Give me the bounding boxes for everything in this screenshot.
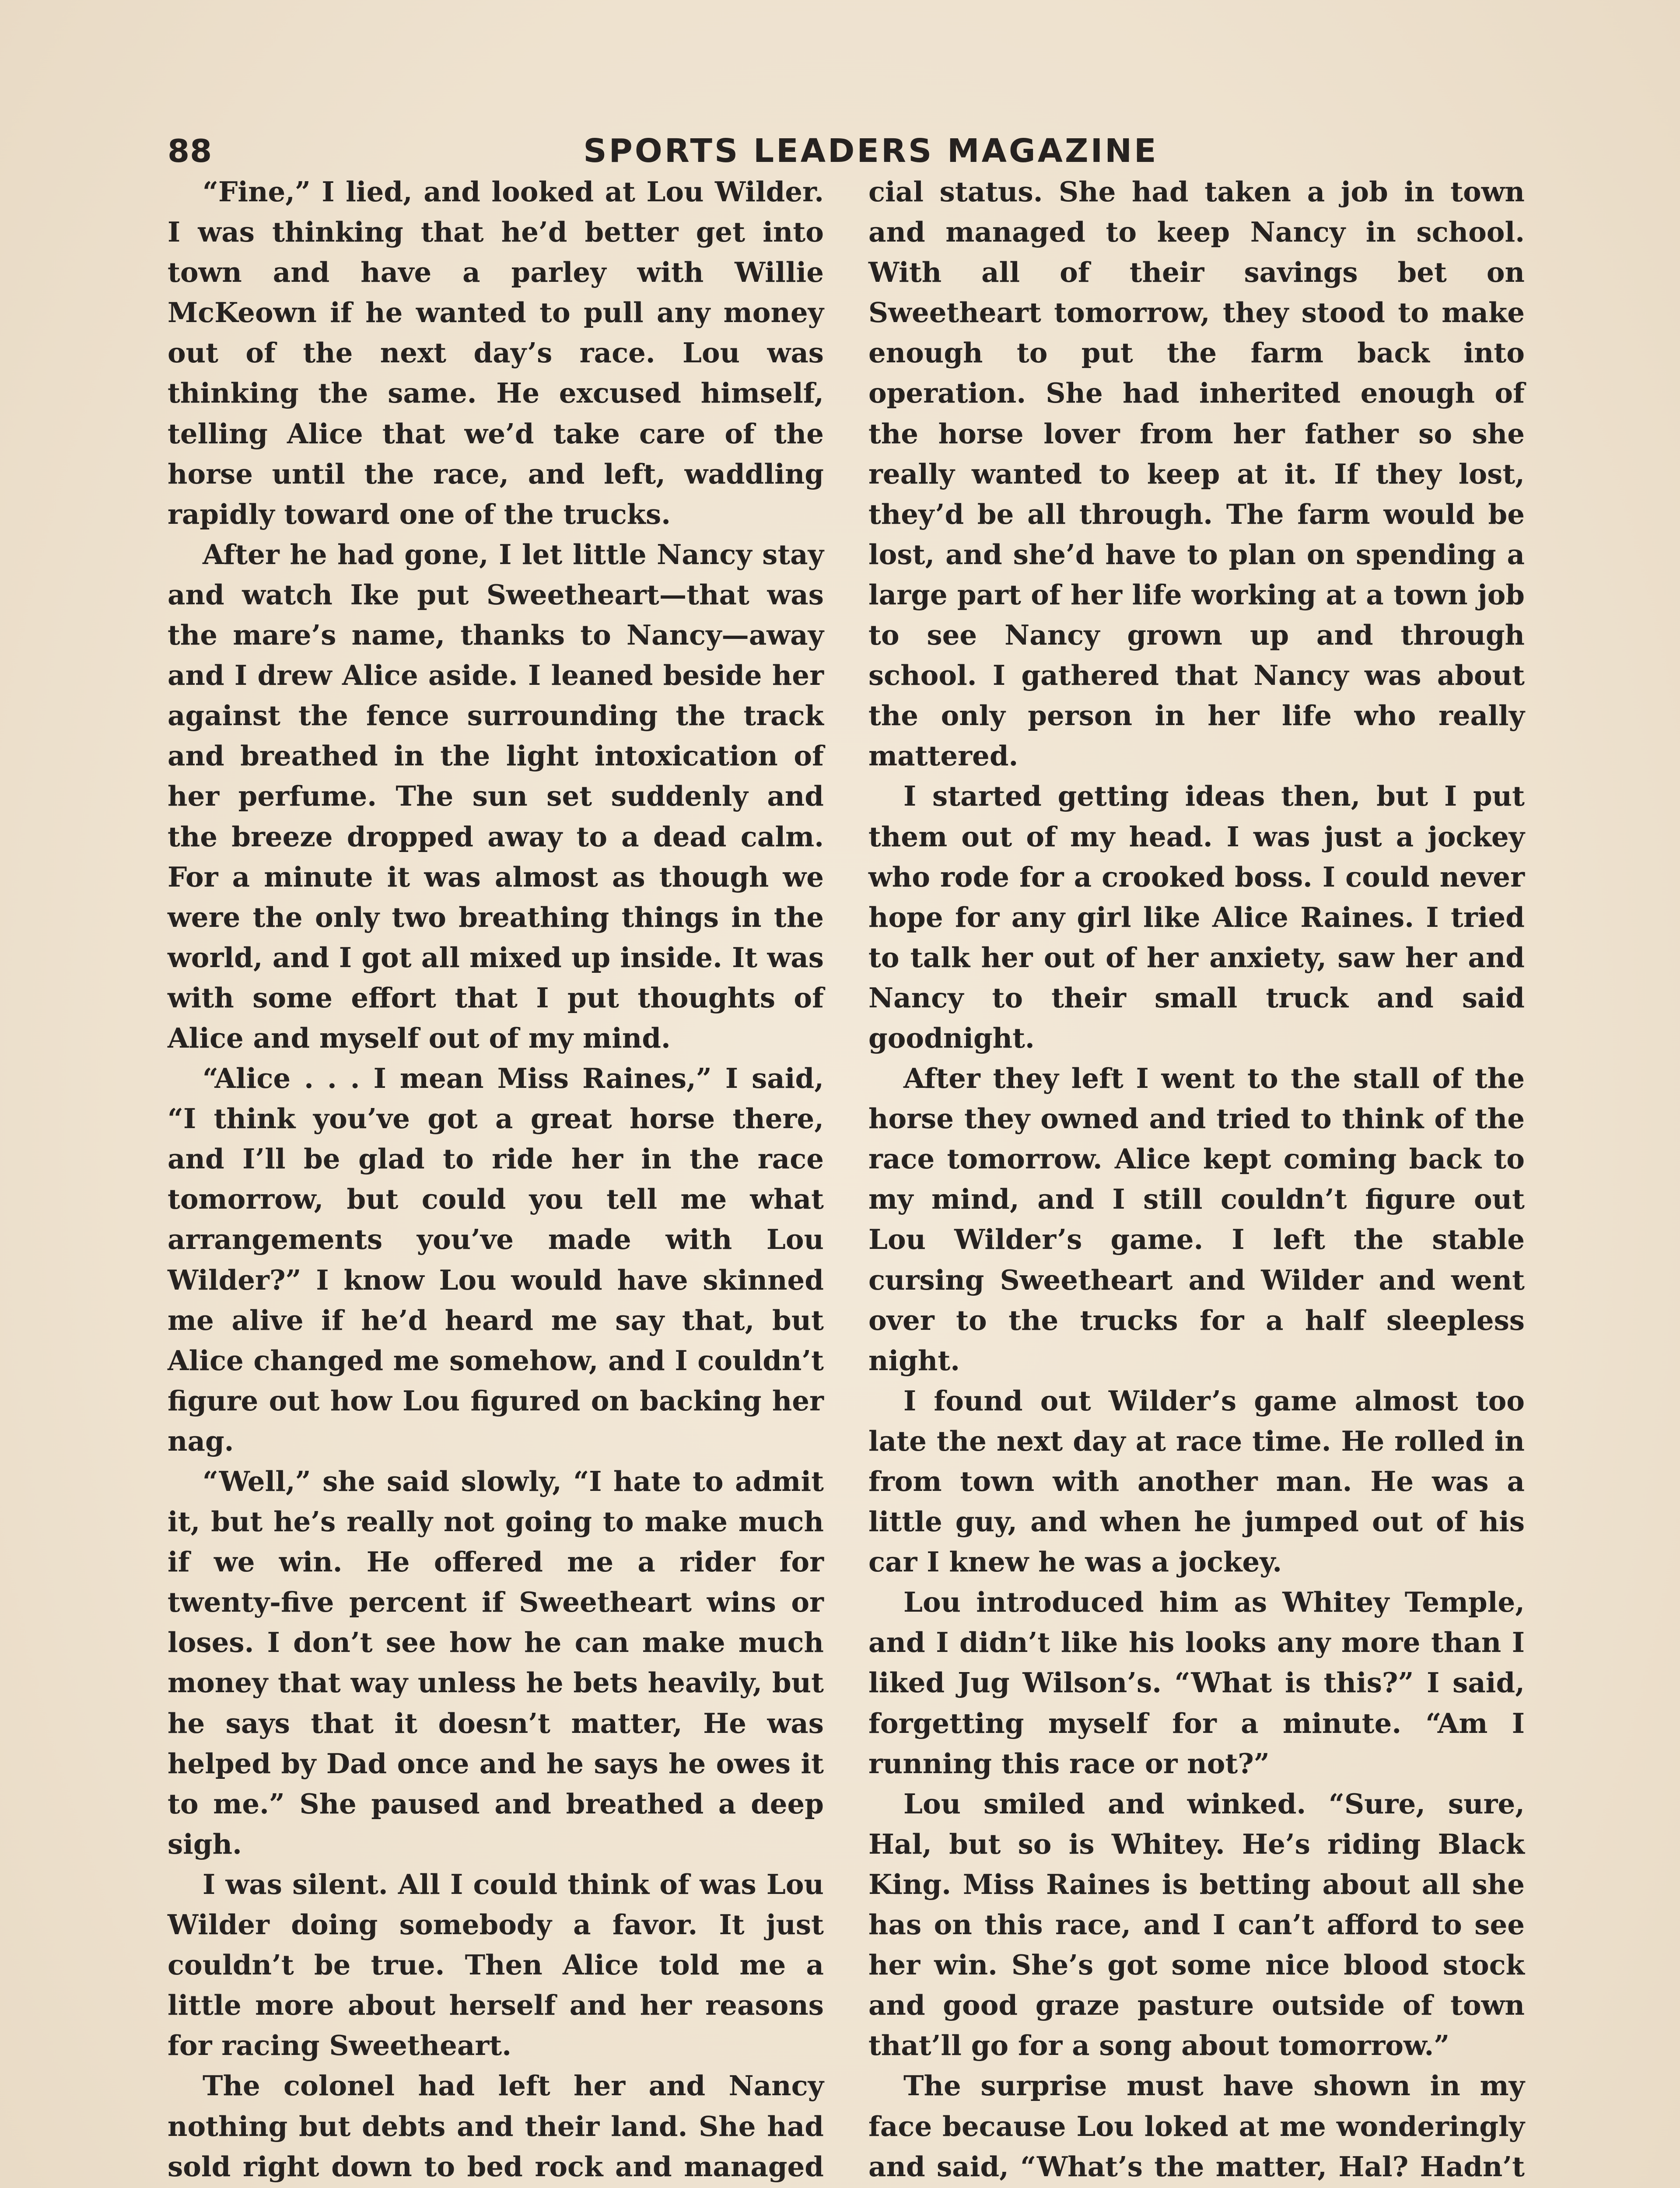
paragraph: The colonel had left her and Nancy nothing but debts and their land. She had sold right down to bed rock and managed — [168, 2069, 824, 2183]
paragraph: “Alice . . . I mean Miss Raines,” I said, “I think you’ve got a great horse there, and I’ll be glad to ride her in the race tomorrow, but could you tell me what arrangements you’ve made with Lou Wilder?” I know Lou would have skinned me alive if he’d heard me say that, but Alice changed me somehow, and I couldn’t figure out how Lou figured on backing her nag. — [168, 1062, 824, 1457]
paragraph: I found out Wilder’s game almost too late the next day at race time. He rolled in from town with another man. He was a little guy, and when he jumped out of his car I knew he was a jockey. — [868, 1384, 1525, 1578]
paragraph: I was silent. All I could think of was Lou Wilder doing somebody a favor. It just couldn’t be true. Then Alice told me a little more about herself and her reasons for racing Sweetheart. — [168, 1868, 824, 2062]
paragraph: After he had gone, I let little Nancy stay and watch Ike put Sweetheart—that was the mare’s name, thanks to Nancy—away and I drew Alice aside. I leaned beside her against the fence surrounding the track and breathed in the light intoxication of her perfume. The sun set suddenly and the breeze dropped away to a dead calm. For a minute it was almost as though we were the only two breathing things in the world, and I got all mixed up inside. It was with some effort that I put thoughts of Alice and myself out of my mind. — [168, 538, 824, 1054]
left-text-column — [168, 172, 824, 2188]
paragraph: Lou smiled and winked. “Sure, sure, Hal, but so is Whitey. He’s riding Black King. Miss Raines is betting about all she has on this race, and I can’t afford to see her win. She’s got some nice blood stock and good graze pasture outside of town that’ll go for a song about tomorrow.” — [868, 1787, 1525, 2062]
paragraph: I started getting ideas then, but I put them out of my head. I was just a jockey who rode for a crooked boss. I could never hope for any girl like Alice Raines. I tried to talk her out of her anxiety, saw her and Nancy to their small truck and said goodnight. — [868, 780, 1525, 1054]
page-number: 88 — [168, 133, 213, 169]
right-text-column — [868, 172, 1525, 2188]
paragraph: The surprise must have shown in my face because Lou loked at me wonderingly and said, “What’s the matter, Hal? Hadn’t — [868, 2069, 1525, 2183]
paragraph: “Fine,” I lied, and looked at Lou Wilder. I was thinking that he’d better get into town and have a parley with Willie McKeown if he wanted to pull any money out of the next day’s race. Lou was thinking the same. He excused himself, telling Alice that we’d take care of the horse until the race, and left, waddling rapidly toward one of the trucks. — [168, 175, 824, 530]
paragraph: cial status. She had taken a job in town and managed to keep Nancy in school. With all of their savings bet on Sweetheart tomorrow, they stood to make enough to put the farm back into operation. She had inherited enough of the horse lover from her father so she really wanted to keep at it. If they lost, they’d be all through. The farm would be lost, and she’d have to plan on spending a large part of her life working at a town job to see Nancy grown up and through school. I gathered that Nancy was about the only person in her life who really mattered. — [868, 175, 1525, 772]
page-header — [168, 131, 1574, 171]
paragraph: Lou introduced him as Whitey Temple, and I didn’t like his looks any more than I liked Jug Wilson’s. “What is this?” I said, forgetting myself for a minute. “Am I running this race or not?” — [868, 1586, 1525, 1780]
paragraph: After they left I went to the stall of the horse they owned and tried to think of the race tomorrow. Alice kept coming back to my mind, and I still couldn’t figure out Lou Wilder’s game. I left the stable cursing Sweetheart and Wilder and went over to the trucks for a half sleepless night. — [868, 1062, 1525, 1377]
paragraph: “Well,” she said slowly, “I hate to admit it, but he’s really not going to make much if we win. He offered me a rider for twenty-five percent if Sweetheart wins or loses. I don’t see how he can make much money that way unless he bets heavily, but he says that it doesn’t matter, He was helped by Dad once and he says he owes it to me.” She paused and breathed a deep sigh. — [168, 1465, 824, 1860]
magazine-title: SPORTS LEADERS MAGAZINE — [583, 132, 1158, 170]
